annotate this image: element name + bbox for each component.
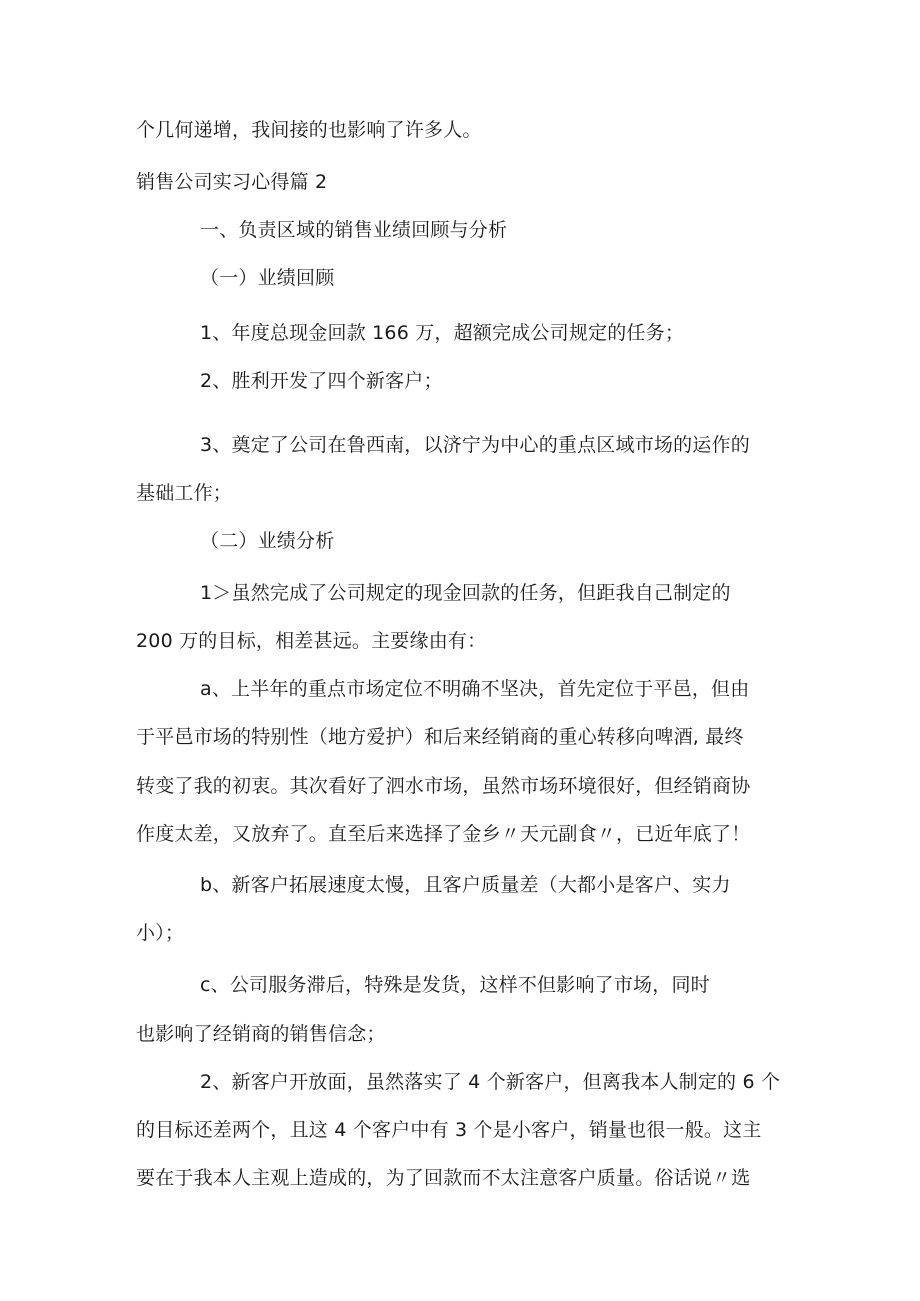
paragraph-line: 个几何递增，我间接的也影响了许多人。	[136, 119, 482, 141]
list-item: 3、奠定了公司在鲁西南，以济宁为中心的重点区域市场的运作的	[200, 434, 750, 456]
paragraph-line: 也影响了经销商的销售信念；	[136, 1023, 386, 1045]
list-item: 1、年度总现金回款 166 万，超额完成公司规定的任务；	[200, 322, 685, 344]
subsection-heading: （二）业绩分析	[200, 530, 335, 552]
paragraph-line: 基础工作；	[136, 482, 233, 504]
paragraph-line: 要在于我本人主观上造成的，为了回款而不太注意客户质量。俗话说〃选	[136, 1167, 751, 1189]
paragraph-line: 作度太差，又放弃了。直至后来选择了金乡〃天元副食〃，已近年底了！	[136, 823, 751, 845]
section-heading: 销售公司实习心得篇 2	[136, 171, 328, 193]
paragraph-line: 于平邑市场的特别性（地方爱护）和后来经销商的重心转移向啤酒, 最终	[136, 726, 744, 748]
subsection-heading: （一）业绩回顾	[200, 267, 335, 289]
list-item: 1＞虽然完成了公司规定的现金回款的任务，但距我自己制定的	[200, 582, 731, 604]
list-item: 2、新客户开放面，虽然落实了 4 个新客户，但离我本人制定的 6 个	[200, 1071, 781, 1093]
paragraph-line: 转变了我的初衷。其次看好了泗水市场，虽然市场环境很好，但经销商协	[136, 775, 751, 797]
paragraph-line: 小）；	[136, 922, 185, 944]
subsection-heading: 一、负责区域的销售业绩回顾与分析	[200, 219, 508, 241]
list-item: c、公司服务滞后，特殊是发货，这样不但影响了市场，同时	[200, 974, 710, 996]
paragraph-line: 200 万的目标，相差甚远。主要缘由有：	[136, 630, 487, 652]
list-item: a、上半年的重点市场定位不明确不坚决，首先定位于平邑，但由	[200, 678, 750, 700]
list-item: b、新客户拓展速度太慢，且客户质量差（大都小是客户、实力	[200, 874, 731, 896]
list-item: 2、胜利开发了四个新客户；	[200, 370, 443, 392]
paragraph-line: 的目标还差两个，且这 4 个客户中有 3 个是小客户，销量也很一般。这主	[136, 1119, 762, 1141]
